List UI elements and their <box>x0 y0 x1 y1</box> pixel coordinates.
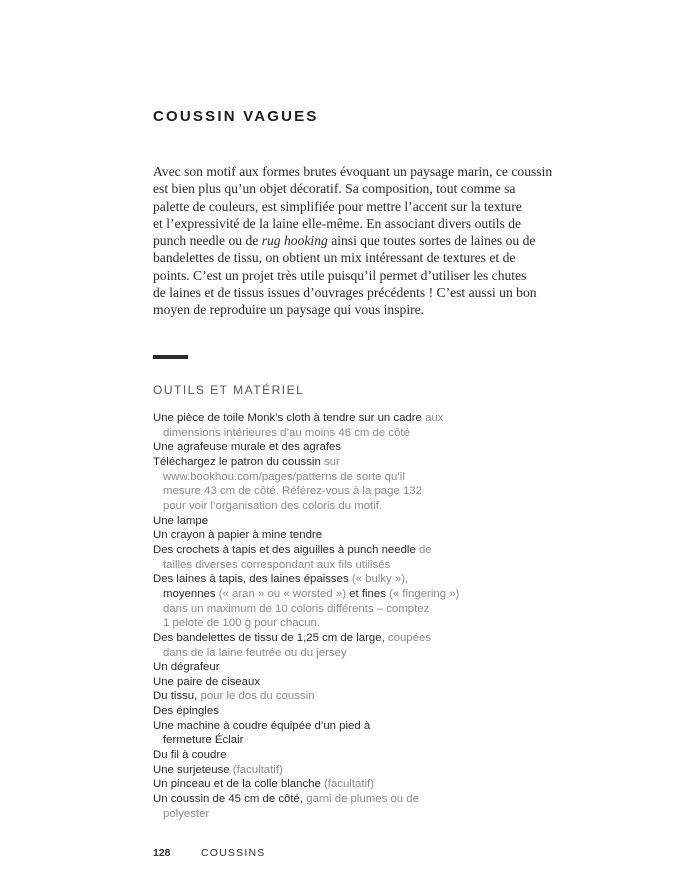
list-item-line <box>153 660 459 675</box>
text-run: moyen de reproduire un paysage qui vous inspire. <box>153 302 425 318</box>
item-detail: (« fingering ») <box>389 587 460 600</box>
list-item-line <box>153 440 459 455</box>
item-name: Un dégrafeur <box>153 661 220 674</box>
text-run: punch needle ou de <box>153 233 262 249</box>
item-name: fermeture Éclair <box>163 734 244 747</box>
item-detail: 1 pelote de 100 g pour chacun. <box>163 617 321 630</box>
text-run: Avec son motif aux formes brutes évoquant un paysage marin, ce coussin <box>153 164 553 179</box>
list-item <box>153 763 459 778</box>
item-name: Un coussin de 45 cm de côté, <box>153 793 307 806</box>
item-detail: dimensions intérieures d’au moins 46 cm de côté <box>163 426 410 439</box>
item-name: Du tissu, <box>153 690 201 703</box>
intro-line <box>153 284 552 301</box>
item-detail: (« aran » ou « worsted ») <box>218 587 346 600</box>
list-item-line <box>153 792 459 807</box>
item-name: Une paire de ciseaux <box>153 675 261 688</box>
text-run: de laines et de tissus issues d’ouvrages précédents ! C’est aussi un bon <box>153 285 537 301</box>
item-detail: sur <box>323 455 340 468</box>
intro-paragraph <box>153 163 552 319</box>
item-name: Une machine à coudre équipée d’un pied à <box>153 719 371 732</box>
item-detail: polyester <box>163 807 210 820</box>
item-detail: coupées <box>387 631 431 644</box>
list-item <box>153 660 459 675</box>
text-run: points. C’est un projet très utile puisqu’il permet d’utiliser les chutes <box>153 267 527 283</box>
item-name: Un crayon à papier à mine tendre <box>153 529 323 542</box>
italic-term: rug hooking <box>261 233 328 249</box>
list-item-line <box>153 733 459 748</box>
list-item <box>153 777 459 792</box>
item-name: Un pinceau et de la colle blanche <box>153 778 324 791</box>
item-detail: tailles diverses correspondant aux fils utilisés <box>163 558 391 571</box>
list-item-line <box>153 646 459 661</box>
list-item <box>153 455 459 514</box>
page-title: COUSSIN VAGUES <box>153 108 319 125</box>
list-item <box>153 792 459 821</box>
list-item-line <box>153 528 459 543</box>
list-item-line <box>153 411 459 426</box>
section-divider <box>153 355 188 359</box>
item-name: moyennes <box>163 587 219 600</box>
list-item <box>153 411 459 440</box>
list-item <box>153 675 459 690</box>
list-item <box>153 631 459 660</box>
item-name: Du fil à coudre <box>153 749 227 762</box>
list-item-line <box>153 514 459 529</box>
list-item-line <box>153 558 459 573</box>
list-item-line <box>153 748 459 763</box>
list-item-line <box>153 763 459 778</box>
intro-line <box>153 267 552 284</box>
text-run: est bien plus qu’un objet décoratif. Sa composition, tout comme sa <box>153 181 516 197</box>
list-item-line <box>153 455 459 470</box>
item-detail: (facultatif) <box>232 763 283 776</box>
list-item-line <box>153 719 459 734</box>
list-item <box>153 543 459 572</box>
list-item-line <box>153 499 459 514</box>
item-name: et fines <box>346 587 390 600</box>
item-name: Des bandelettes de tissu de 1,25 cm de large, <box>153 631 388 644</box>
intro-line <box>153 301 552 318</box>
list-item-line <box>153 675 459 690</box>
list-item <box>153 689 459 704</box>
item-detail: dans un maximum de 10 coloris différents – comptez <box>163 602 430 615</box>
list-item-line <box>153 807 459 822</box>
list-item <box>153 514 459 529</box>
item-name: Des crochets à tapis et des aiguilles à punch needle <box>153 543 419 556</box>
list-item-line <box>153 631 459 646</box>
text-run: ainsi que toutes sortes de laines ou de <box>327 233 536 249</box>
list-item-line <box>153 777 459 792</box>
intro-line <box>153 249 552 266</box>
item-detail: pour le dos du coussin <box>200 690 315 703</box>
text-run: palette de couleurs, est simplifiée pour mettre l’accent sur la texture <box>153 198 522 214</box>
item-detail: mesure 43 cm de côté. Référez-vous à la page 132 <box>163 485 422 498</box>
list-item-line <box>153 484 459 499</box>
list-item-line <box>153 602 459 617</box>
item-detail: (« bulky »), <box>351 573 409 586</box>
list-item-line <box>153 572 459 587</box>
item-detail: www.bookhou.com/pages/patterns de sorte qu’il <box>163 470 405 483</box>
text-run: et l’expressivité de la laine elle-même. En associant divers outils de <box>153 215 522 231</box>
item-name: Téléchargez le patron du coussin <box>153 455 324 468</box>
page-footer <box>153 847 266 859</box>
list-item <box>153 528 459 543</box>
intro-line <box>153 215 552 232</box>
intro-line <box>153 180 552 197</box>
item-detail: de <box>418 543 432 556</box>
list-item <box>153 748 459 763</box>
item-detail: (facultatif) <box>323 778 374 791</box>
item-name: Une lampe <box>153 514 209 527</box>
list-item-line <box>153 426 459 441</box>
list-item <box>153 704 459 719</box>
item-detail: garni de plumes ou de <box>306 793 419 806</box>
list-item-line <box>153 616 459 631</box>
list-item-line <box>153 470 459 485</box>
list-item-line <box>153 689 459 704</box>
list-item-line <box>153 704 459 719</box>
list-item <box>153 440 459 455</box>
materials-list <box>153 411 459 821</box>
item-name: Des laines à tapis, des laines épaisses <box>153 573 352 586</box>
list-item-line <box>153 543 459 558</box>
item-detail: aux <box>425 412 444 424</box>
intro-line <box>153 232 552 249</box>
item-detail: pour voir l’organisation des coloris du motif. <box>163 499 383 512</box>
section-heading: OUTILS ET MATÉRIEL <box>153 383 305 397</box>
item-name: Une pièce de toile Monk’s cloth à tendre sur un cadre <box>153 412 426 424</box>
list-item <box>153 572 459 631</box>
intro-line <box>153 198 552 215</box>
page-number: 128 <box>153 847 171 859</box>
item-name: Une agrafeuse murale et des agrafes <box>153 441 342 454</box>
item-name: Une surjeteuse <box>153 763 233 776</box>
running-section-title: COUSSINS <box>201 847 266 859</box>
list-item-line <box>153 587 459 602</box>
item-name: Des épingles <box>153 705 219 718</box>
text-run: bandelettes de tissu, on obtient un mix intéressant de textures et de <box>153 250 516 266</box>
item-detail: dans de la laine feutrée ou du jersey <box>163 646 347 659</box>
list-item <box>153 719 459 748</box>
intro-line <box>153 163 552 180</box>
